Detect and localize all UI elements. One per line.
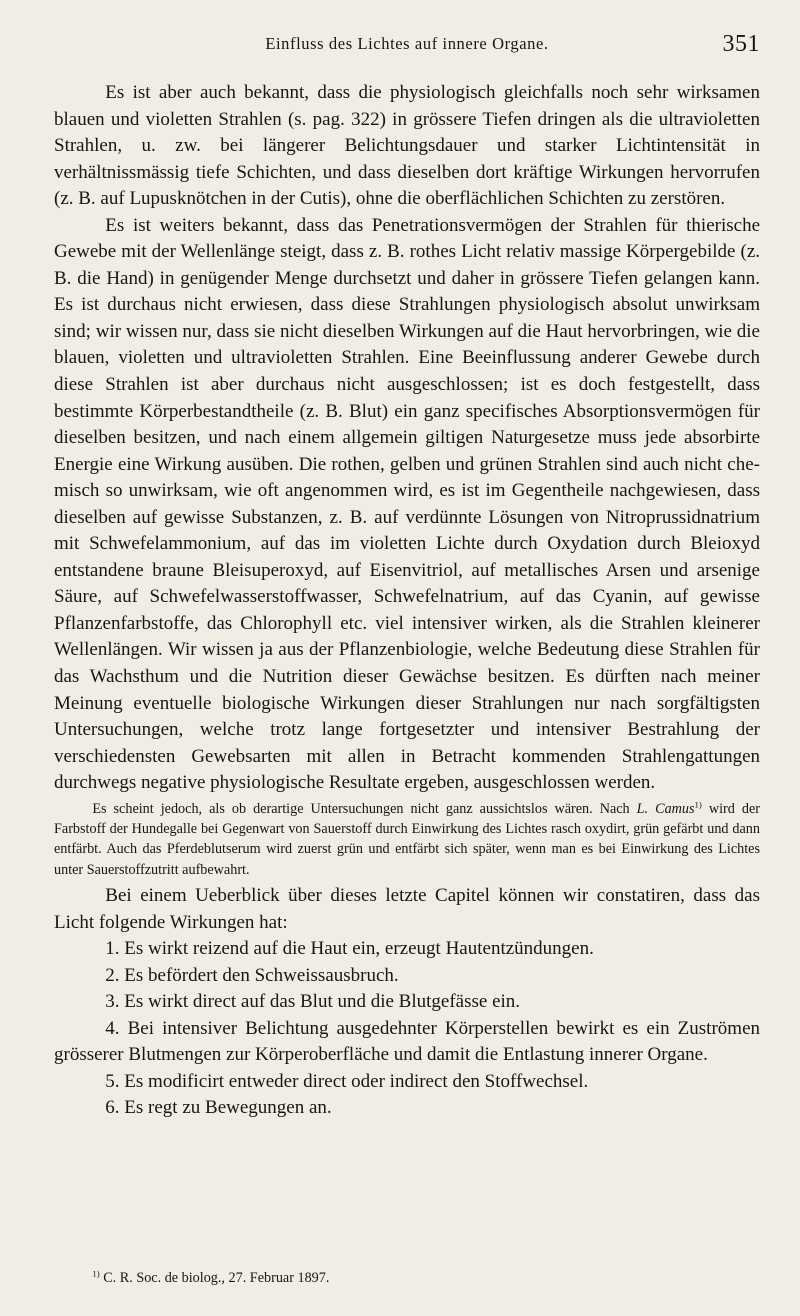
effect-item: 1. Es wirkt reizend auf die Haut ein, erzeugt Hautentzündungen. <box>105 938 594 960</box>
note-text-after: wird der Farbstoff der Hundegalle bei Gegenwart von Sauerstoff durch Einwirkung des Lichtes rasch oxydirt, grün gefärbt und dann entfärbt. Auch das Pferdeblutserum wird zuerst grün und entfärbt sich später, wenn man es bei Einwirkung des Lichtes unter Sauerstoffzutritt aufbewahrt. <box>54 800 761 878</box>
effect-item: 3. Es wirkt direct auf das Blut und die Blutgefässe ein. <box>105 991 521 1013</box>
effect-item: 6. Es regt zu Bewegungen an. <box>105 1097 332 1119</box>
main-text <box>54 80 760 1122</box>
footnote-text: C. R. Soc. de biolog., 27. Februar 1897. <box>99 1270 330 1286</box>
paragraph-wavelength-penetration: Es ist weiters bekannt, dass das Penetrationsvermögen der Strahlen für thierische Gewebe mit der Wellenlänge steigt, dass z. B. rothes Licht relativ massige Körpergebilde (z. B. die Hand) in genügender Menge durchsetzt und daher in grössere Tiefen gelangen kann. Es ist durchaus nicht erwiesen, dass diese Strahlungen physiologisch absolut unwirksam sind; wir wissen nur, dass sie nicht dieselben Wirkungen auf die Haut hervorbringen, wie die blauen, violetten und ultravioletten Strahlen. Eine Beeinflussung anderer Gewebe durch diese Strahlen ist aber durchaus nicht ausgeschlossen; ist es doch festgestellt, dass bestimmte Körperbestandtheile (z. B. Blut) ein ganz specifisches Absorptionsvermögen für dieselben besitzen, und nach einem allgemein giltigen Naturgesetze muss jede absorbirte Energie eine Wirkung ausüben. Die rothen, gelben und grünen Strahlen sind auch nicht chemisch so unwirksam, wie oft angenommen wird, es ist im Gegentheile nachgewiesen, dass dieselben auf gewisse Substanzen, z. B. auf verdünnte Lösungen von Nitroprussidnatrium mit Schwefelammonium, auf das im violetten Lichte durch Oxydation durch Bleioxyd entstandene braune Bleisuperoxyd, auf Eisenvitriol, auf metallisches Arsen und arsenige Säure, auf Schwefelwasserstoffwasser, Schwefelnatrium, auf das Cyanin, auf gewisse Pflanzenfarbstoffe, das Chlorophyll etc. viel intensiver wirken, als die Strahlen kleinerer Wellenlängen. Wir wissen ja aus der Pflanzenbiologie, welche Bedeutung diese Strahlen für das Wachsthum und die Nutrition dieser Gewächse besitzen. Es dürften nach meiner Meinung eventuelle biologische Wirkungen dieser Strahlungen nur nach sorgfältigsten Untersuchungen, welche trotz lange fortgesetzter und intensiver Bestrahlung der verschiedensten Gewebsarten mit allen in Betracht kommenden Strahlengattungen durchwegs negative physiologische Resultate ergeben, ausgeschlossen werden. <box>54 214 760 794</box>
effect-item: 5. Es modificirt entweder direct oder indirect den Stoffwechsel. <box>105 1070 589 1092</box>
paragraph-penetration-blue-violet: Es ist aber auch bekannt, dass die physiologisch gleichfalls noch sehr wirksamen blauen und violetten Strahlen (s. pag. 322) in grössere Tiefen dringen als die ultravioletten Strahlen, u. zw. bei längerer Belichtungsdauer und starker Lichtintensität in verhältnissmässig tiefe Schichten, und dass dieselben dort kräftige Wirkungen hervorrufen (z. B. auf Lupusknötchen in der Cutis), ohne die oberflächlichen Schichten zu zerstören. <box>54 82 760 210</box>
running-title: Einfluss des Lichtes auf innere Organe. <box>265 34 549 53</box>
note-text-before: Es scheint jedoch, als ob derartige Untersuchungen nicht ganz aussichtslos wären. Nach <box>92 800 637 817</box>
small-print-note <box>54 799 760 880</box>
effect-item: 2. Es befördert den Schweissausbruch. <box>105 964 399 986</box>
running-header <box>54 31 760 66</box>
footnote-reference: 1) <box>694 799 702 810</box>
footnote-marker: 1) <box>92 1268 100 1279</box>
effect-item: 4. Bei intensiver Belichtung ausgedehnter Körperstellen bewirkt es ein Zuströmen grösserer Blutmengen zur Körperoberfläche und damit die Entlastung innerer Organe. <box>54 1017 760 1066</box>
footnote <box>54 1268 760 1288</box>
book-page <box>54 0 760 1316</box>
note-author: L. Camus <box>636 800 695 817</box>
effects-list <box>54 936 760 1122</box>
page-number: 351 <box>722 31 760 57</box>
summary-intro: Bei einem Ueberblick über dieses letzte Capitel können wir constatiren, dass das Licht folgende Wirkungen hat: <box>54 884 760 933</box>
